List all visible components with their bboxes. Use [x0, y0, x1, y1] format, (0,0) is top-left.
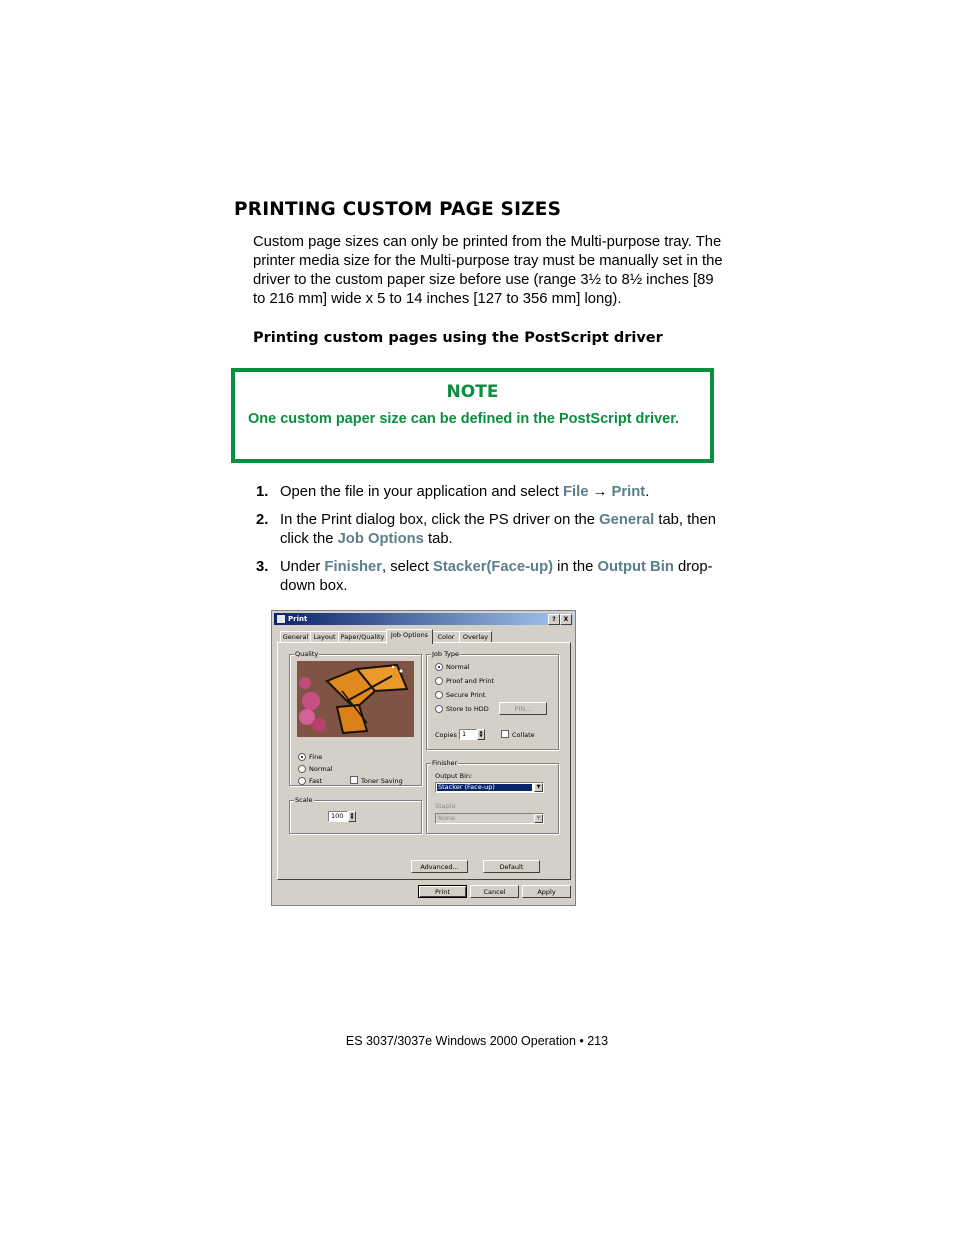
quality-label: Quality	[295, 650, 319, 658]
copies-label: Copies	[435, 731, 457, 739]
default-button[interactable]: Default	[483, 860, 540, 873]
printer-icon	[277, 615, 285, 623]
section-title: PRINTING CUSTOM PAGE SIZES	[234, 199, 562, 220]
finisher-group	[426, 759, 559, 834]
output-bin-value: Stacker (Face-up)	[437, 784, 532, 791]
apply-button[interactable]: Apply	[522, 885, 571, 898]
step-3: 3. Under Finisher, select Stacker(Face-up) in the Output Bin drop-down box.	[256, 559, 713, 594]
keyword-print: Print	[611, 484, 646, 500]
quality-fine-label: Fine	[309, 753, 323, 761]
keyword-file: File	[562, 484, 589, 500]
tab-overlay[interactable]: Overlay	[459, 631, 492, 643]
close-button[interactable]: X	[560, 614, 572, 625]
chevron-down-icon[interactable]: ▼	[534, 814, 543, 823]
quality-normal-radio[interactable]	[298, 765, 306, 773]
note-body: One custom paper size can be defined in the PostScript driver.	[248, 411, 680, 427]
step-2: 2. In the Print dialog box, click the PS driver on the General tab, then click the Job Options tab.	[256, 512, 716, 547]
scale-label: Scale	[295, 796, 313, 804]
tab-layout[interactable]: Layout	[310, 631, 339, 643]
job-type-label: Job Type	[432, 650, 460, 658]
butterfly-preview-image	[297, 661, 414, 737]
finisher-label: Finisher	[432, 759, 458, 767]
job-proof-label: Proof and Print	[446, 677, 494, 685]
dialog-title: Print	[288, 615, 308, 623]
chevron-down-icon[interactable]: ▼	[534, 783, 543, 792]
job-options-panel	[277, 642, 571, 880]
job-secure-label: Secure Print	[446, 691, 486, 699]
quality-fine-radio[interactable]	[298, 753, 306, 761]
staple-value: None	[438, 814, 455, 822]
tab-color[interactable]: Color	[432, 631, 460, 643]
quality-fast-label: Fast	[309, 777, 323, 785]
keyword-job-options: Job Options	[337, 531, 424, 547]
cancel-button[interactable]: Cancel	[470, 885, 519, 898]
toner-saving-label: Toner Saving	[361, 777, 403, 785]
job-secure-radio[interactable]	[435, 691, 443, 699]
job-normal-radio[interactable]	[435, 663, 443, 671]
steps-list	[253, 483, 723, 596]
copies-input[interactable]: 1	[459, 729, 477, 740]
toner-saving-checkbox[interactable]	[350, 776, 358, 784]
keyword-output-bin: Output Bin	[597, 559, 674, 575]
print-button[interactable]: Print	[418, 885, 467, 898]
subheading: Printing custom pages using the PostScript driver	[253, 330, 663, 346]
dialog-titlebar	[274, 613, 573, 625]
step-1: 1. Open the file in your application and select File → Print.	[256, 484, 650, 500]
print-dialog	[271, 610, 576, 906]
keyword-general: General	[599, 512, 655, 528]
job-store-hdd-radio[interactable]	[435, 705, 443, 713]
job-type-group	[426, 650, 559, 750]
staple-select[interactable]	[435, 813, 544, 824]
keyword-stacker: Stacker(Face-up)	[432, 559, 554, 575]
scale-group	[289, 796, 422, 834]
output-bin-label: Output Bin:	[435, 772, 473, 780]
job-store-hdd-label: Store to HDD	[446, 705, 489, 713]
quality-group	[289, 650, 422, 786]
staple-label: Staple	[435, 802, 456, 810]
note-box	[231, 368, 714, 463]
tab-job-options[interactable]: Job Options	[386, 629, 433, 644]
keyword-finisher: Finisher	[324, 559, 382, 575]
quality-normal-label: Normal	[309, 765, 333, 773]
tab-paper-quality[interactable]: Paper/Quality	[338, 631, 387, 643]
quality-fast-radio[interactable]	[298, 777, 306, 785]
collate-label: Collate	[512, 731, 535, 739]
collate-checkbox[interactable]	[501, 730, 509, 738]
output-bin-select[interactable]	[435, 782, 544, 793]
scale-input[interactable]: 100	[328, 811, 348, 822]
advanced-button[interactable]: Advanced...	[411, 860, 468, 873]
tab-general[interactable]: General	[280, 631, 311, 643]
job-proof-radio[interactable]	[435, 677, 443, 685]
help-button[interactable]: ?	[548, 614, 560, 625]
job-normal-label: Normal	[446, 663, 470, 671]
intro-paragraph: Custom page sizes can only be printed from the Multi-purpose tray. The printer media size for the Multi-purpose tray must be manually set in the driver to the custom paper size before use (range 3½ to 8½ inches [89 to 216 mm] wide x 5 to 14 inches [127 to 356 mm] long).	[253, 234, 723, 307]
note-title: NOTE	[446, 382, 499, 402]
copies-spinner[interactable]: ▲ ▼	[477, 729, 485, 740]
pin-button[interactable]: PIN...	[499, 702, 547, 715]
page-footer: ES 3037/3037e Windows 2000 Operation • 213	[345, 1034, 609, 1048]
scale-spinner[interactable]: ▲ ▼	[348, 811, 356, 822]
